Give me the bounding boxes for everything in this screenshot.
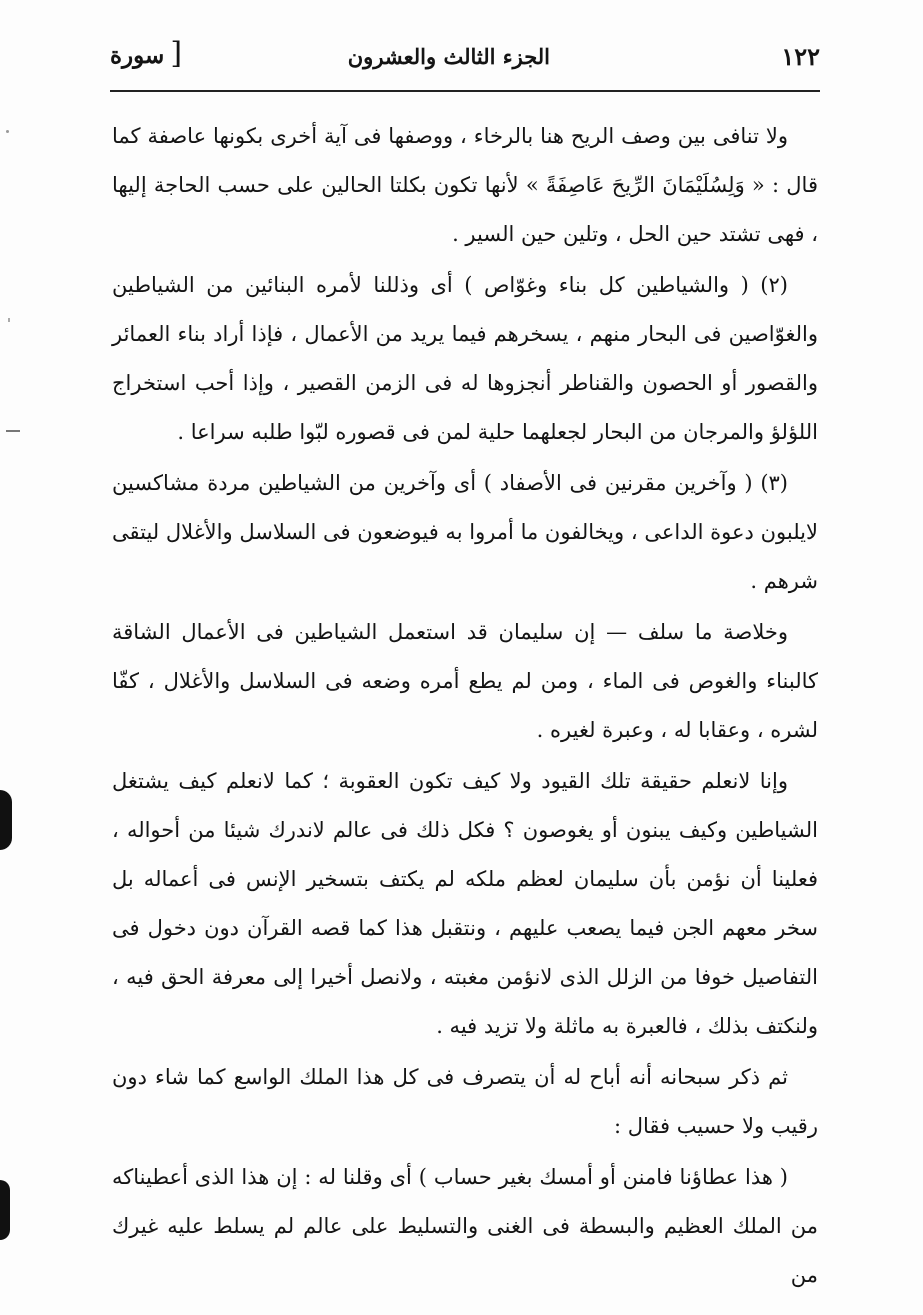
- paragraph-verse-2: (٢) ( والشياطين كل بناء وغوّاص ) أى وذللنا لأمره البنائين من الشياطين والغوّاصين فى البحار منهم ، يسخرهم فيما يريد من الأعمال ، فإذا أراد بناء العمائر والقصور أو الحصون والقناطر أنجزوها له فى الزمن القصير ، وإذا أحب استخراج اللؤلؤ والمرجان من البحار لجعلهما حلية لمن فى قصوره لبّوا طلبه سراعا .: [112, 273, 818, 444]
- scan-tick-mark: [6, 430, 20, 432]
- surah-label: [110, 36, 183, 71]
- scan-edge-mark-lower: [0, 1180, 10, 1240]
- paragraph-verse-3: (٣) ( وآخرين مقرنين فى الأصفاد ) أى وآخرين من الشياطين مردة مشاكسين لايلبون دعوة الداعى ، ويخالفون ما أمروا به فيوضعون فى السلاسل والأغلال ليتقى شرهم .: [112, 471, 818, 593]
- page-body: [112, 112, 818, 1300]
- scan-dust: [6, 130, 9, 133]
- page-header: [110, 36, 820, 86]
- paragraph-reflection: وإنا لانعلم حقيقة تلك القيود ولا كيف تكون العقوبة ؛ كما لانعلم كيف يشتغل الشياطين وكيف يبنون أو يغوصون ؟ فكل ذلك فى عالم لاندرك شيئا من أحواله ، فعلينا أن نؤمن بأن سليمان لعظم ملكه لم يكتف بتسخير الإنس فى أعماله بل سخر معهم الجن فيما يصعب عليهم ، ونتقبل هذا كما قصه القرآن دون دخول فى التفاصيل خوفا من الزلل الذى لانؤمن مغبته ، ولانصل أخيرا إلى معرفة الحق فيه ، ولنكتف بذلك ، فالعبرة به ماثلة ولا تزيد فيه .: [112, 769, 818, 1038]
- surah-text: سورة: [110, 42, 165, 69]
- paragraph-transition: ثم ذكر سبحانه أنه أباح له أن يتصرف فى كل هذا الملك الواسع كما شاء دون رقيب ولا حسيب فقال :: [112, 1065, 818, 1138]
- page-number: ١٢٢: [781, 42, 820, 71]
- scan-edge-mark: [0, 790, 12, 850]
- paragraph-verse-4: ( هذا عطاؤنا فامنن أو أمسك بغير حساب ) أى وقلنا له : إن هذا الذى أعطيناكه من الملك العظيم والبسطة فى الغنى والتسليط على عالم لم يسلط عليه غيرك من: [112, 1165, 818, 1287]
- paragraph-summary: وخلاصة ما سلف — إن سليمان قد استعمل الشياطين فى الأعمال الشاقة كالبناء والغوص فى الماء ، ومن لم يطع أمره وضعه فى السلاسل والأغلال ، كفّا لشره ، وعقابا له ، وعبرة لغيره .: [112, 620, 818, 742]
- scan-dust-2: [8, 318, 10, 322]
- paragraph-wind: ولا تنافى بين وصف الريح هنا بالرخاء ، ووصفها فى آية أخرى بكونها عاصفة كما قال : « وَلِسُلَيْمَانَ الرِّيحَ عَاصِفَةً » لأنها تكون بكلتا الحالين على حسب الحاجة إليها ، فهى تشتد حين الحل ، وتلين حين السير .: [112, 124, 818, 246]
- bracket-glyph: [: [170, 36, 183, 71]
- running-title: الجزء الثالث والعشرون: [347, 44, 550, 69]
- header-rule: [110, 90, 820, 92]
